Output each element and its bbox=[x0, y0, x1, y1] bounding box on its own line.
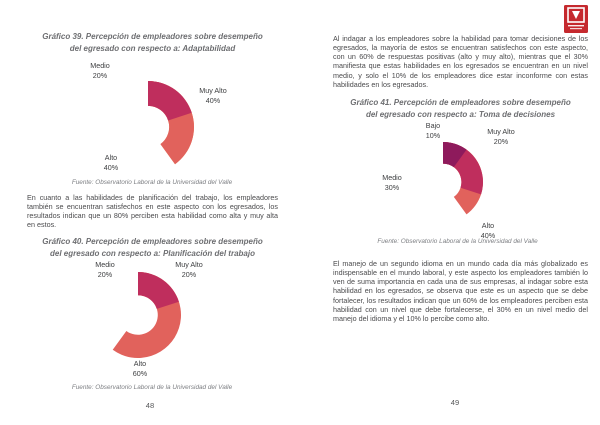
chart-40-title bbox=[30, 236, 275, 259]
chart-40-source: Fuente: Observatorio Laboral de la Universidad del Valle bbox=[71, 384, 233, 391]
slice-label-medio-39: Medio 20% bbox=[90, 61, 110, 81]
slice-label-muy-alto-40: Muy Alto 20% bbox=[175, 260, 203, 280]
chart-39-source: Fuente: Observatorio Laboral de la Universidad del Valle bbox=[71, 179, 233, 186]
slice-label-medio-41: Medio 30% bbox=[382, 173, 402, 193]
page-number-left: 48 bbox=[145, 401, 155, 410]
slice-label-medio-40: Medio 20% bbox=[95, 260, 115, 280]
chart-39-title-line1: Gráfico 39. Percepción de empleadores sobre desempeño bbox=[42, 32, 263, 41]
right-page-paragraph-top: Al indagar a los empleadores sobre la habilidad para tomar decisiones de los egresados, la mayoría de estos se encuentran satisfechos con este aspecto, con un 60% de respuestas positivas (alto y muy alto), mientras que el 30% manifiesta que estas habilidades en los egresados se encuentran en un nivel medio, y solo el 10% de los empleadores dice estar inconforme con estas habilidades en los egresados. bbox=[333, 34, 588, 89]
chart-41-title bbox=[333, 97, 588, 120]
chart-40-title-line1: Gráfico 40. Percepción de empleadores sobre desempeño bbox=[42, 237, 263, 246]
slice-label-muy-alto-41: Muy Alto 20% bbox=[487, 127, 515, 147]
universidad-del-valle-logo bbox=[564, 5, 588, 34]
chart-41-title-line1: Gráfico 41. Percepción de empleadores sobre desempeño bbox=[350, 98, 571, 107]
slice-label-muy-alto-39: Muy Alto 40% bbox=[199, 86, 227, 106]
chart-39-title bbox=[30, 31, 275, 54]
chart-41-source: Fuente: Observatorio Laboral de la Universidad del Valle bbox=[377, 238, 538, 245]
chart-41-title-line2: del egresado con respecto a: Toma de decisiones bbox=[365, 109, 556, 119]
page-number-right: 49 bbox=[450, 398, 460, 407]
slice-label-alto-41: Alto 40% bbox=[480, 221, 496, 241]
slice-label-alto-40: Alto 60% bbox=[132, 359, 148, 379]
right-page-paragraph-bottom: El manejo de un segundo idioma en un mundo cada día más globalizado es indispensable en el mundo laboral, y este aspecto los empleadores también lo ven de suma importancia en cada una de sus empresas, al indagar sobre esta habilidad en los egresados, se observa que este es un aspecto que se debe fortalecer, los resultados indican que un 60% de los empleadores perciben esta habilidad con un nivel que debe fortalecerse, el 30% en un nivel medio del manejo del idioma y el 10% lo percibe como alto. bbox=[333, 259, 588, 323]
page-right bbox=[300, 0, 600, 425]
chart-39-title-line2: del egresado con respecto a: Adaptabilidad bbox=[69, 43, 236, 53]
chart-40-title-line2: del egresado con respecto a: Planificación del trabajo bbox=[50, 248, 255, 258]
donut-chart-40 bbox=[95, 272, 181, 358]
slice-label-bajo-41: Bajo 10% bbox=[425, 121, 441, 141]
left-page-paragraph: En cuanto a las habilidades de planificación del trabajo, los empleadores también se encuentran satisfechos en este aspecto con los egresados, los resultados indican que un 80% perciben esta habilidad como alta y muy alta en estos. bbox=[27, 193, 278, 230]
slice-label-alto-39: Alto 40% bbox=[103, 153, 119, 173]
